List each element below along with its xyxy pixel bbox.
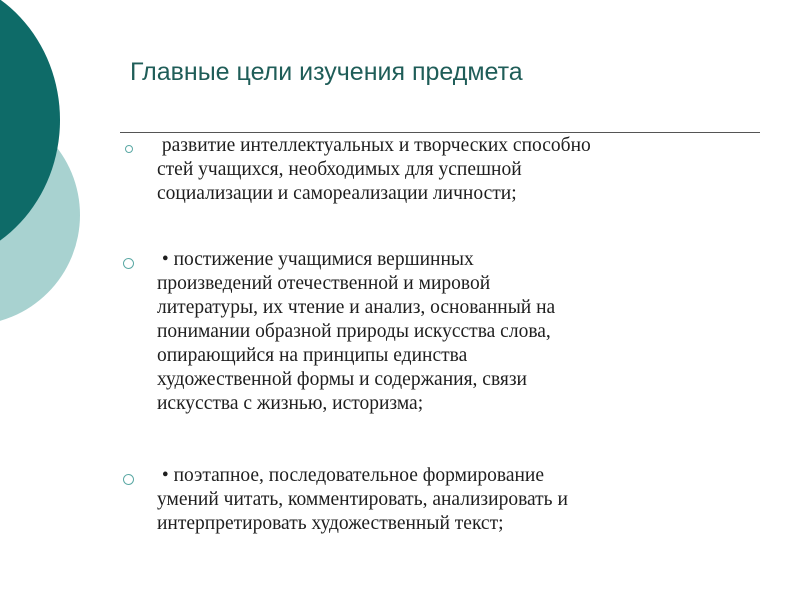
bullet-3-line-3: интерпретировать художественный текст;	[157, 513, 504, 534]
bullet-2-line-6: художественной формы и содержания, связи	[157, 369, 527, 390]
bullet-2-line-5: опирающийся на принципы единства	[157, 345, 468, 366]
bullet-circle-icon	[125, 145, 133, 153]
bullet-item-1	[157, 134, 757, 206]
bullet-item-2	[157, 248, 757, 416]
bullet-circle-icon	[123, 474, 134, 485]
bullet-circle-icon	[123, 258, 134, 269]
bullet-1-line-2: стей учащихся, необходимых для успешной	[157, 159, 522, 180]
slide-title: Главные цели изучения предмета	[130, 58, 523, 86]
bullet-2-line-3: литературы, их чтение и анализ, основанный на	[157, 297, 556, 318]
bullet-1-line-3: социализации и самореализации личности;	[157, 183, 517, 204]
bullet-1-line-1: развитие интеллектуальных и творческих способно	[157, 135, 591, 156]
title-divider	[120, 132, 760, 133]
bullet-2-line-2: произведений отечественной и мировой	[157, 273, 491, 294]
bullet-2-line-7: искусства с жизнью, историзма;	[157, 393, 424, 414]
bullet-3-line-1: • поэтапное, последовательное формирование	[157, 465, 545, 486]
bullet-3-line-2: умений читать, комментировать, анализировать и	[157, 489, 568, 510]
bullet-item-3	[157, 464, 757, 536]
bullet-2-line-4: понимании образной природы искусства слова,	[157, 321, 551, 342]
bullet-2-line-1: • постижение учащимися вершинных	[157, 249, 474, 270]
